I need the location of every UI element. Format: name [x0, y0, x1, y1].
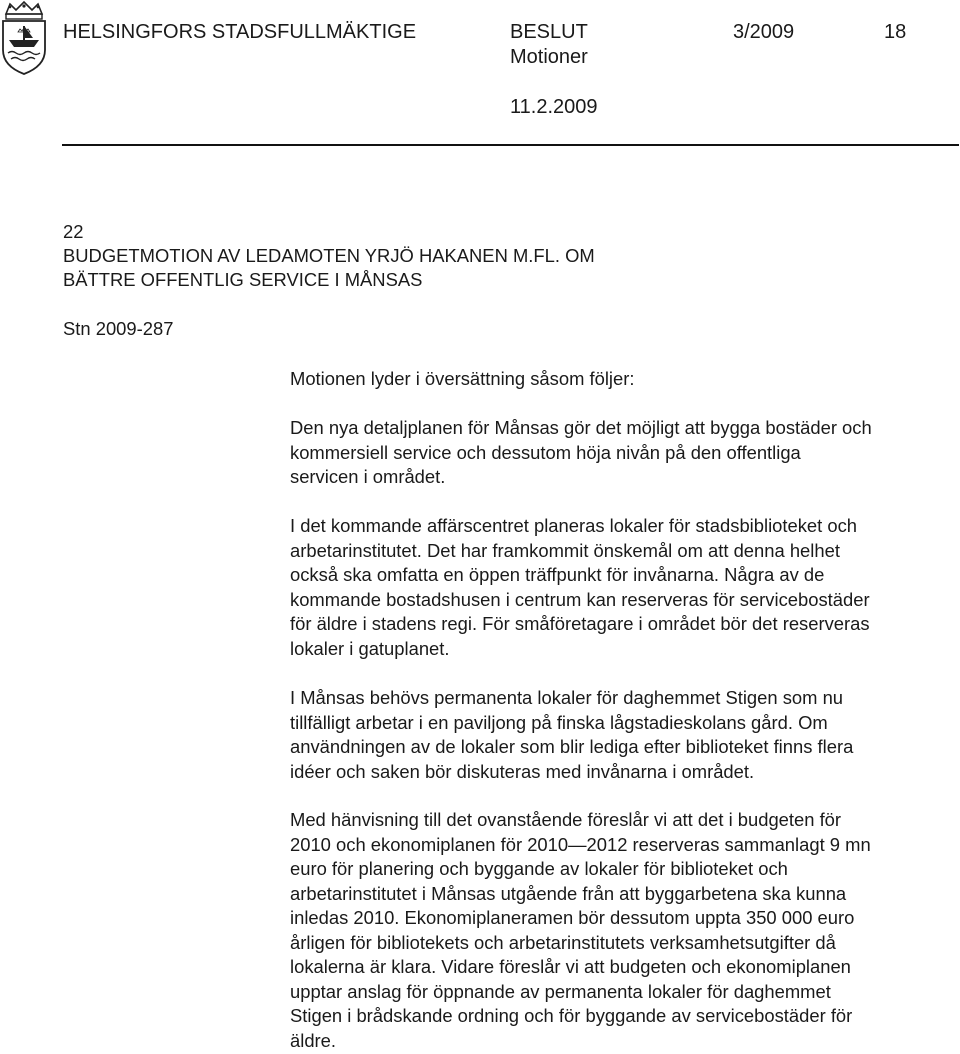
- body-paragraph: [290, 686, 853, 784]
- text-line: också ska omfatta en öppen träffpunkt för invånarna. Några av de: [290, 564, 825, 585]
- item-number: 22: [63, 221, 84, 242]
- helsinki-crest-icon: [0, 0, 48, 76]
- body-paragraph: [290, 808, 871, 1053]
- header-divider: [62, 144, 959, 146]
- document-type: BESLUT: [510, 21, 588, 43]
- text-line: euro för planering och byggande av lokaler för biblioteket och: [290, 858, 788, 879]
- text-line: lokalerna är klara. Vidare föreslår vi att budgeten och ekonomiplanen: [290, 956, 851, 977]
- text-line: 2010 och ekonomiplanen för 2010—2012 reserveras sammanlagt 9 mn: [290, 833, 871, 855]
- text-line: lokaler i gatuplanet.: [290, 637, 450, 659]
- text-line: Med hänvisning till det ovanstående föreslår vi att det i budgeten för: [290, 809, 842, 830]
- text-line: idéer och saken bör diskuteras med invånarna i området.: [290, 760, 755, 782]
- text-line: I det kommande affärscentret planeras lokaler för stadsbiblioteket och: [290, 515, 858, 536]
- text-line: I Månsas behövs permanenta lokaler för daghemmet Stigen som nu: [290, 687, 844, 708]
- item-reference: Stn 2009-287: [63, 318, 174, 339]
- text-line: för äldre i stadens regi. För småföretagare i området bör det reserveras: [290, 613, 870, 634]
- text-line: kommande bostadshusen i centrum kan reserveras för servicebostäder: [290, 588, 870, 610]
- intro-paragraph: [290, 367, 634, 392]
- text-line: upptar anslag för öppnande av permanenta lokaler för daghemmet: [290, 980, 831, 1002]
- body-paragraph: [290, 514, 870, 661]
- text-line: servicen i området.: [290, 466, 446, 487]
- item-title-line: BUDGETMOTION AV LEDAMOTEN YRJÖ HAKANEN M.FL. OM: [63, 245, 595, 266]
- text-line: årligen för bibliotekets och arbetarinstitutets verksamhetsutgifter då: [290, 931, 836, 953]
- text-line: arbetarinstitutet. Det har framkommit önskemål om att denna helhet: [290, 539, 840, 561]
- item-title-line: BÄTTRE OFFENTLIG SERVICE I MÅNSAS: [63, 269, 423, 290]
- text-line: Stigen i brådskande ordning och för byggande av servicebostäder för: [290, 1005, 853, 1026]
- document-number: 3/2009: [733, 21, 795, 43]
- text-line: användningen av de lokaler som blir lediga efter biblioteket finns flera: [290, 736, 854, 757]
- page-number: 18: [884, 21, 907, 43]
- text-line: Den nya detaljplanen för Månsas gör det möjligt att bygga bostäder och: [290, 417, 872, 438]
- text-line: inledas 2010. Ekonomiplaneramen bör dessutom uppta 350 000 euro: [290, 907, 855, 928]
- organization-name: HELSINGFORS STADSFULLMÄKTIGE: [63, 21, 417, 43]
- text-line: kommersiell service och dessutom höja nivån på den offentliga: [290, 441, 801, 463]
- text-line: Motionen lyder i översättning såsom följer:: [290, 368, 635, 389]
- text-line: arbetarinstitutet i Månsas utgående från att byggarbetena ska kunna: [290, 882, 847, 904]
- text-line: tillfälligt arbetar i en paviljong på finska lågstadieskolans gård. Om: [290, 711, 828, 733]
- body-paragraph: [290, 416, 872, 490]
- document-date: 11.2.2009: [510, 96, 598, 118]
- section-name: Motioner: [510, 46, 588, 68]
- text-line: äldre.: [290, 1029, 337, 1051]
